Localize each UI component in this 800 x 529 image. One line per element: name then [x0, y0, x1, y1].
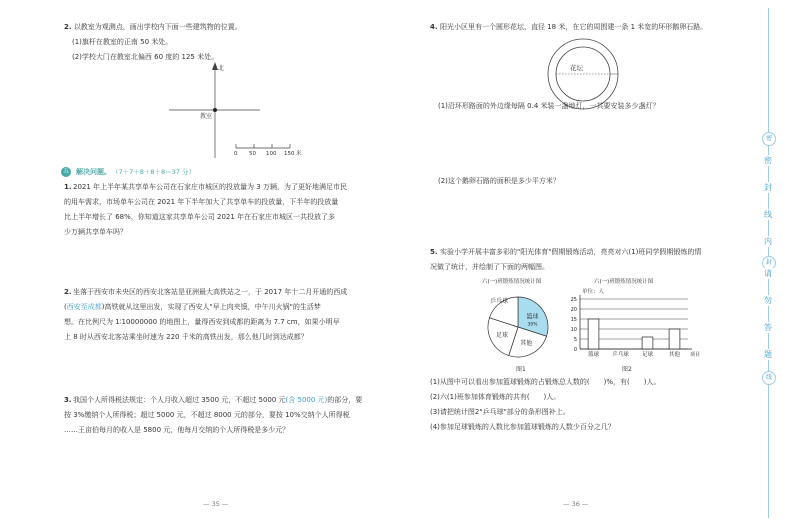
- seal-char: 内: [760, 236, 776, 247]
- seal-char: 请: [760, 268, 776, 279]
- scale-tick-150: 150: [284, 151, 295, 157]
- question-3-line: 按 3%缴纳个人所得税；超过 5000 元，不超过 8000 元的部分，要按 10%交纳个人所得税: [64, 411, 350, 419]
- question-4-number: 4.: [430, 23, 438, 31]
- question-2b-line: (西安至成都)高铁就从这里出发，实现了西安人"早上肉夹馍，中午川火锅"的生活梦: [64, 303, 321, 311]
- bar-chart-ylabel: 单位：人: [582, 289, 605, 295]
- pie-chart: [476, 287, 566, 369]
- garden-label: 花坛: [570, 64, 583, 72]
- bar-tick-label: 20: [570, 307, 577, 313]
- question-2b-line: 想。在比例尺为 1∶10000000 的地图上，量得西安到成都的距离为 7.7 cm，如果小明早: [64, 318, 340, 326]
- seal-char: 封: [760, 182, 776, 193]
- seal-char: 题: [760, 349, 776, 360]
- page-number-left: — 35 —: [203, 500, 229, 508]
- question-5-line: 实验小学开展丰富多彩的"阳光体育"假期锻炼活动，亮亮对六(1)班同学假期锻炼的情: [440, 248, 702, 256]
- seal-circle-mark: 封: [762, 256, 776, 270]
- bar-tick-label: 15: [570, 317, 577, 323]
- section-title: 解决问题。: [76, 168, 111, 176]
- pie-slice-label: 乒乓球: [490, 298, 509, 306]
- scale-tick-50: 50: [249, 151, 256, 157]
- bar-tick-label: 25: [570, 297, 577, 303]
- pie-slice-label: 其他: [520, 340, 533, 348]
- north-label: 北: [218, 65, 225, 72]
- bar-category-label: 足球: [641, 352, 654, 358]
- bar: [588, 319, 599, 349]
- scale-tick-100: 100: [266, 151, 277, 157]
- question-2-sub2: (2)学校大门在教室北偏西 60 度的 125 米处。: [72, 53, 219, 61]
- question-3-line: 我国个人所得税法规定：个人月收入超过 3500 元，不超过 5000 元(含 5000 元)的部分，要: [73, 396, 363, 404]
- bar-chart: [562, 293, 702, 359]
- question-2b-line: 上 8 时从西安北客站乘坐时速为 220 千米的高铁出发，那么他几时到达成都？: [64, 333, 308, 341]
- question-2b-number: 2.: [64, 288, 72, 296]
- pie-slice-note: 30%: [527, 322, 538, 328]
- seal-char: 密: [760, 155, 776, 166]
- pie-chart-caption: 图1: [516, 366, 526, 373]
- bar: [669, 329, 680, 349]
- bar-tick-label: 0: [573, 347, 577, 353]
- scale-tick-0: 0: [234, 151, 238, 157]
- question-1-line: 少万辆共享单车吗？: [64, 228, 127, 236]
- question-3-line: ……王亩伯每月的收入是 5800 元，他每月交纳的个人所得税是多少元？: [64, 426, 290, 434]
- question-3-number: 3.: [64, 396, 72, 404]
- question-1-line: 比上半年增长了 68%，你知道这家共享单车公司 2021 年在石家庄市城区一共投放了多: [64, 213, 336, 221]
- seal-char: 答: [760, 322, 776, 333]
- seal-char: 勿: [760, 295, 776, 306]
- bar-x-label: 项目: [690, 352, 701, 358]
- question-2-sub1: (1)旗杆在教室的正南 50 米处。: [72, 38, 173, 46]
- question-1-line: 2021 年上半年某共享单车公司在石家庄市城区的投放量为 3 万辆，为了更好地满足市民: [73, 183, 347, 191]
- question-4-sub1: (1)沿环形路面的外边缘每隔 0.4 米装一盏地灯，一共要安装多少盏灯？: [438, 102, 660, 110]
- pie-slice-label: 足球: [495, 332, 508, 340]
- question-4-sub2: (2)这个鹅卵石路的面积是多少平方米？: [438, 177, 560, 185]
- section-badge: 五: [62, 168, 69, 175]
- bar-tick-label: 10: [570, 327, 577, 333]
- bar-chart-caption: 图2: [622, 366, 632, 373]
- seal-circle-mark: 密: [762, 132, 776, 146]
- question-1-line: 的用车需求，市场单车公司在 2021 年下半年加大了共享单车的投放量，下半年的投放量: [64, 198, 339, 206]
- bar: [642, 337, 653, 349]
- seal-char: 线: [760, 209, 776, 220]
- bar-category-label: 篮球: [587, 352, 600, 358]
- question-5-line: 况做了统计，并绘制了下面的两幅图。: [430, 263, 549, 271]
- question-4-text: 阳光小区里有一个圆形花坛，直径 18 米，在它的周围建一条 1 米宽的环形鹅卵石路。: [440, 23, 708, 31]
- page-number-right: — 36 —: [563, 500, 589, 508]
- question-1-number: 1.: [64, 183, 72, 191]
- seal-circle-mark: 线: [762, 371, 776, 385]
- bar-category-label: 乒乓球: [612, 352, 629, 358]
- bar-chart-title: 六(一)班锻炼情况统计图: [594, 279, 654, 285]
- bar-tick-label: 5: [573, 337, 577, 343]
- question-5-number: 5.: [430, 248, 438, 256]
- pie-slice-label: 篮球: [526, 313, 539, 321]
- question-5-sub1: (1)从图中可以看出参加篮球锻炼的占锻炼总人数的( )%，有( )人。: [430, 378, 661, 386]
- bar-category-label: 其他: [668, 352, 681, 358]
- question-2-text: 2. 以教室为观测点，画出学校内下面一些建筑物的位置。: [64, 23, 242, 31]
- question-5-sub2: (2)六(1)班参加体育锻炼的共有( )人。: [430, 393, 561, 401]
- origin-label: 教室: [200, 113, 213, 120]
- question-5-sub3: (3)请把统计图2"乒乓球"部分的条形图补上。: [430, 408, 570, 416]
- pie-chart-title: 六(一)班锻炼情况统计图: [482, 279, 542, 285]
- question-2b-line: 坐落于西安市未央区的西安北客站是亚洲最大高铁站之一，于 2017 年十二月开通的西成: [73, 288, 348, 296]
- section-score: （7＋7＋8＋8＋8＝37 分）: [112, 168, 196, 176]
- scale-unit: 米: [296, 151, 302, 157]
- question-5-sub4: (4)参加足球锻炼的人数比参加篮球锻炼的人数少百分之几？: [430, 423, 615, 431]
